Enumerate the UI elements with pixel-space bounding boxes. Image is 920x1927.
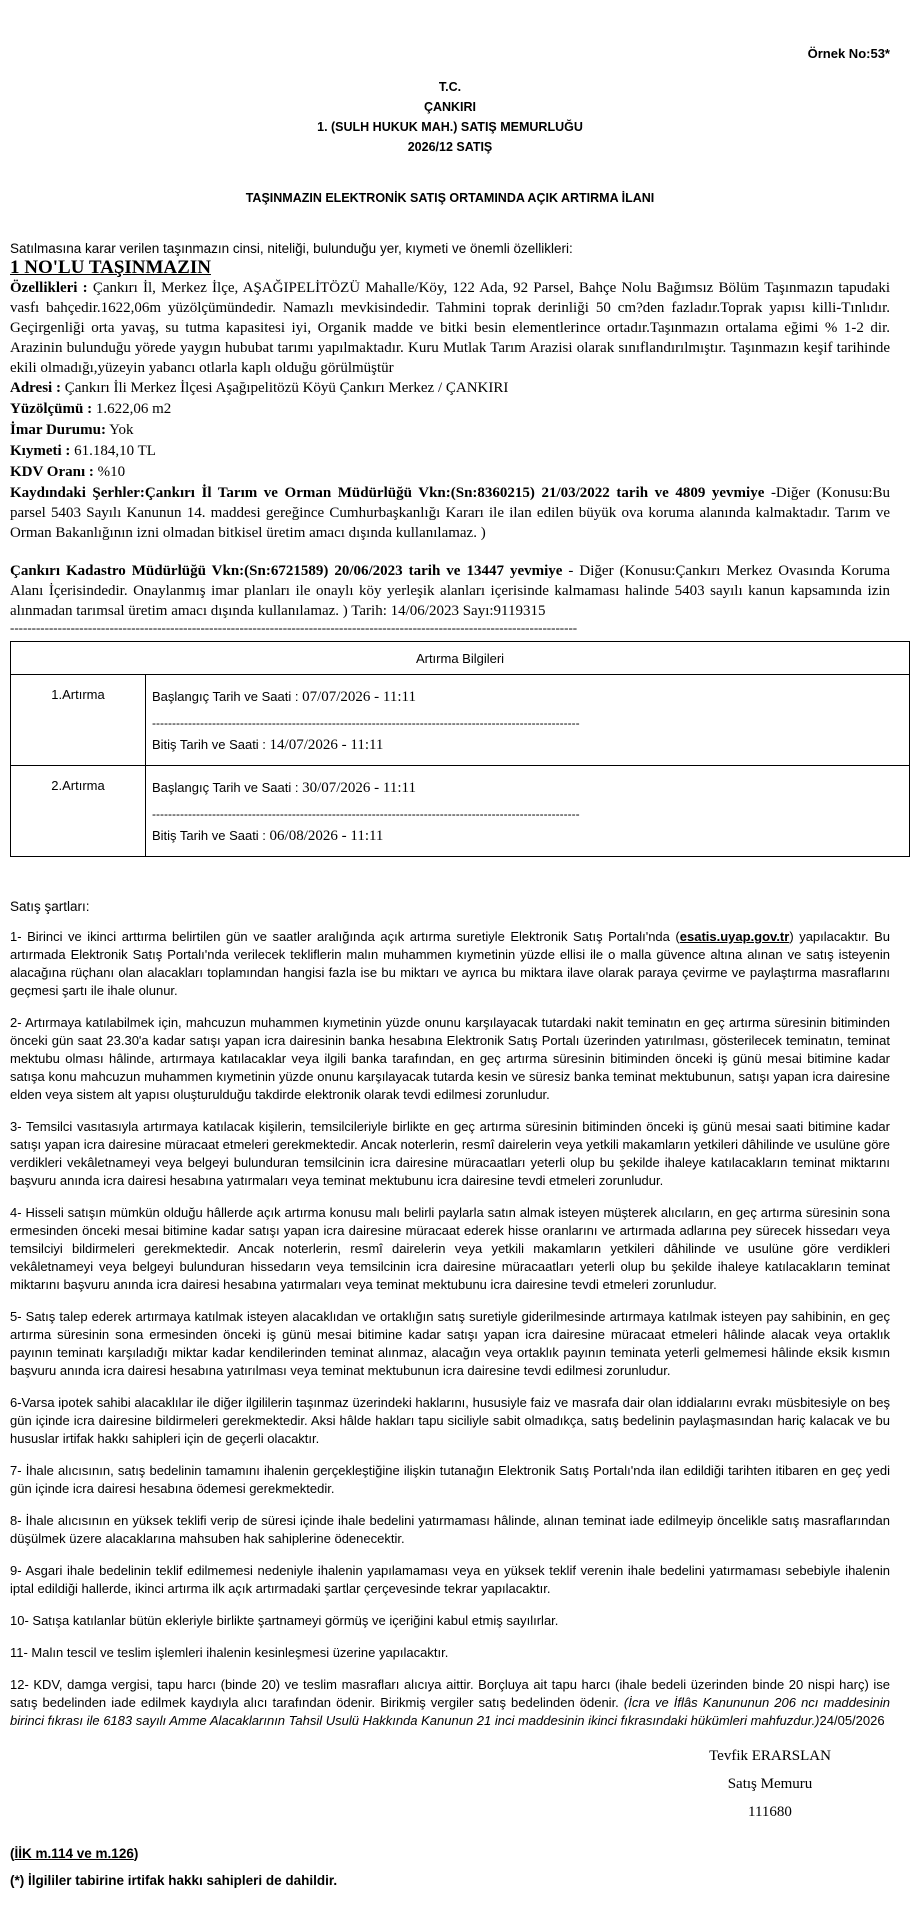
round-2-end: [152, 826, 909, 846]
example-number: Örnek No:53*: [807, 46, 890, 61]
signer-number: 111680: [748, 1804, 792, 1820]
law-ref-close: ): [133, 1846, 139, 1861]
auction-table-header: Artırma Bilgileri: [11, 642, 910, 675]
address-value: Çankırı İli Merkez İlçesi Aşağıpelitözü Köyü Çankırı Merkez / ÇANKIRI: [60, 380, 509, 396]
round-2-start-value: 30/07/2026 - 11:11: [302, 780, 416, 796]
area-label: Yüzölçümü :: [10, 401, 93, 417]
round-1-dates: [146, 675, 910, 766]
property-section: [10, 258, 890, 635]
property-vat: [10, 462, 890, 483]
term-12: [10, 1676, 890, 1730]
round-2-start-label: Başlangıç Tarih ve Saati :: [152, 780, 303, 795]
header-block: [10, 77, 890, 157]
vat-value: %10: [93, 464, 126, 480]
announcement-date: 24/05/2026: [819, 1713, 885, 1728]
term-12-text: 12- KDV, damga vergisi, tapu harcı (binde 20) ve teslim masrafları alıcıya aittir. Borçluya ait tapu harcı (ihale bedeli üzerinden binde 20 nispi harç) ise satış bedelinden iade edilmek kaydıyla alıcı tarafından ödenir. Birikmiş vergiler satış bedelinden ödenir.: [10, 1677, 890, 1710]
term-12-italic: (İcra ve İflâs Kanununun 206 ncı maddesinin birinci fıkrası ile 6183 sayılı Amme Alacaklarının Tahsil Usulü Hakkında Kanunun 21 inci maddesinin ikinci fıkrasındaki hükümleri mahfuzdur.): [10, 1695, 890, 1728]
zoning-label: İmar Durumu:: [10, 422, 106, 438]
round-1-separator: -----------------------------------------------------------------------------------------------------------: [152, 717, 580, 729]
terms-list: [10, 928, 890, 1730]
annotation-2-text: - Diğer (Konusu:Çankırı Merkez Ovasında Koruma Alanı İçerisindedir. Onaylanmış imar planları ile onaylı köy yerleşik alanları içerisinde kalmaması halinde 5403 sayılı kanun kapsamında izin alınmadan tarımsal üretim amacı dışında kullanılamaz. ) Tarih: 14/06/2023 Sayı:9119315: [10, 563, 890, 619]
property-value: [10, 441, 890, 462]
auction-round-2: [11, 766, 910, 857]
term-1-text-a: 1- Birinci ve ikinci arttırma belirtilen gün ve saatler aralığında açık artırma suretiyle Elektronik Satış Portalı'nda (: [10, 929, 680, 944]
round-1-end: [152, 735, 909, 755]
header-line-city: ÇANKIRI: [423, 100, 477, 114]
area-value: 1.622,06 m2: [92, 401, 172, 417]
term-9: 9- Asgari ihale bedelinin teklif edilmemesi nedeniyle ihalenin yapılamaması veya en yüksek teklif verenin ihale bedelini yatırmaması sebebiyle ihalenin iptal edildiği hallerde, ikinci artırma ilk açık artırmadaki şartlar çerçevesinde tekrar yapılacaktır.: [10, 1563, 890, 1596]
annotation-1-title: Çankırı İl Tarım ve Orman Müdürlüğü Vkn:(Sn:8360215) 21/03/2022 tarih ve 4809 yevmiye: [144, 485, 765, 501]
term-5: 5- Satış talep ederek artırmaya katılmak isteyen alacaklıdan ve ortaklığın satış suretiyle giderilmesinde artırmaya katılmak isteyen pay sahibinin, en geç artırma süresinin sona ermesinden önceki iş günü mesai bitimine kadar satışı yapan icra dairesine müracaat etmeleri hâlinde alacak veya ortaklık payının teminatı karşıladığı miktar kadar kendilerinden teminat alınmaz, alacağın veya ortaklık payının teminata yeterli gelmemesi hâlinde eksik kısmın başvuru anında icra dairesi hesabına yatırılması veya teminat mektubunun icra dairesine tevdi edilmesi zorunludur.: [10, 1309, 890, 1378]
value-label: Kıymeti :: [10, 443, 71, 459]
auction-round-1: [11, 675, 910, 766]
header-line-file: 2026/12 SATIŞ: [407, 140, 493, 154]
annotation-2-title: Çankırı Kadastro Müdürlüğü Vkn:(Sn:6721589) 20/06/2023 tarih ve 13447 yevmiye: [10, 563, 563, 579]
features-label: Özellikleri :: [10, 280, 88, 296]
header-line-office: 1. (SULH HUKUK MAH.) SATIŞ MEMURLUĞU: [317, 120, 583, 134]
signature-block: [670, 1742, 870, 1826]
term-1: [10, 928, 890, 1000]
address-label: Adresi :: [10, 380, 61, 396]
property-address: [10, 378, 890, 399]
terms-heading: Satış şartları:: [10, 899, 90, 914]
property-features: [10, 278, 890, 378]
term-11: 11- Malın tescil ve teslim işlemleri ihalenin kesinleşmesi üzerine yapılacaktır.: [10, 1645, 449, 1660]
term-6: 6-Varsa ipotek sahibi alacaklılar ile diğer ilgililerin taşınmaz üzerindeki haklarını, hususiyle faiz ve masrafa dair olan iddialarını evrakı müsbitesiyle on beş gün içinde icra dairesine bildirmeleri gerekmektedir. Aksi hâlde hakları tapu siciliyle sabit olmadıkça, satış bedelinin paylaşmasından hariç kalacak ve bu hususlar irtifak hakkı sahipleri için de geçerli olacaktır.: [10, 1395, 890, 1446]
round-1-label: 1.Artırma: [11, 675, 146, 766]
features-text: Çankırı İl, Merkez İlçe, AŞAĞIPELİTÖZÜ Mahalle/Köy, 122 Ada, 92 Parsel, Bahçe Nolu Bağımsız Bölüm Taşınmazın tapudaki vasfı bahçedir.1622,06m yüzölçümündedir. Namazlı mevkisindedir. Tahmini toprak derinliği 50 cm?den fazladır.Toprak yapısı killi-Tınlıdır. Geçirgenliği orta yavaş, su tutma kapasitesi iyi, Organik madde ve bitki besin elementlerince ortadır.Taşınmazın ortalama eğimi % 1-2 dir. Arazinin bulunduğu yörede yaygın hububat tarımı yapılmaktadır. Kuru Mutlak Tarım Arazisi olarak sınıflandırılmıştır. Taşınmazın keşif tarihinde ekili olmadığı,yüzeyin yabancı otlarla kaplı olduğu görülmüştür: [10, 280, 890, 376]
footer-note: (*) İlgililer tabirine irtifak hakkı sahipleri de dahildir.: [10, 1873, 338, 1888]
property-zoning: [10, 420, 890, 441]
section-separator: -----------------------------------------------------------------------------------------------------------------------------------: [10, 621, 578, 635]
round-2-separator: -----------------------------------------------------------------------------------------------------------: [152, 808, 580, 820]
annotations-label: Kaydındaki Şerhler:: [10, 485, 145, 501]
property-heading: 1 NO'LU TAŞINMAZIN: [10, 257, 211, 278]
term-3: 3- Temsilci vasıtasıyla artırmaya katılacak kişilerin, temsilcileriyle birlikte en geç artırma süresinin bitiminden önceki iş günü mesai saati bitimine kadar satışı yapan icra dairesine müracaat etmeleri gerekmektedir. Ancak noterlerin, resmî dairelerin veya yetkili makamların yetkileri dâhilinde ve usulüne göre verdikleri vekâletnameyi veya belgeyi bulunduran temsilcinin icra dairesine müracaatları yeterli olup bu şekilde ihaleye katılacakların teminat miktarını başvuru anında icra dairesi hesabına yatırmaları veya teminat mektubunu icra dairesine tevdi etmeleri zorunludur.: [10, 1119, 890, 1188]
property-area: [10, 399, 890, 420]
law-ref-link[interactable]: İİK m.114 ve m.126: [14, 1846, 134, 1861]
round-1-start-value: 07/07/2026 - 11:11: [302, 689, 416, 705]
round-1-end-label: Bitiş Tarih ve Saati :: [152, 737, 270, 752]
round-1-end-value: 14/07/2026 - 11:11: [269, 737, 384, 753]
round-1-start: [152, 687, 909, 707]
law-reference: [10, 1846, 890, 1861]
annotation-1-text: -Diğer (Konusu:Bu parsel 5403 Sayılı Kanunun 14. maddesi gereğince Cumhurbaşkanlığı Kararı ile ilan edilen büyük ova koruma alanında kalmaktadır. Tarım ve Orman Bakanlığının izni olmadan bitkisel üretim amacı dışında kullanılamaz. ): [10, 485, 890, 541]
auction-table: [10, 641, 910, 857]
round-2-start: [152, 778, 909, 798]
round-1-start-label: Başlangıç Tarih ve Saati :: [152, 689, 303, 704]
round-2-dates: [146, 766, 910, 857]
value-amount: 61.184,10 TL: [70, 443, 156, 459]
term-8: 8- İhale alıcısının en yüksek teklifi verip de süresi içinde ihale bedelini yatırmaması hâlinde, alınan teminat iade edilmeyip öncelikle satış masraflarından düşülmek üzere alacaklarına mahsuben hak sahiplerine ödenecektir.: [10, 1513, 890, 1546]
zoning-value: Yok: [105, 422, 134, 438]
round-2-end-label: Bitiş Tarih ve Saati :: [152, 828, 270, 843]
intro-text: Satılmasına karar verilen taşınmazın cinsi, niteliği, bulunduğu yer, kıymeti ve önemli özellikleri:: [10, 241, 573, 256]
term-10: 10- Satışa katılanlar bütün ekleriyle birlikte şartnameyi görmüş ve içeriğini kabul etmiş sayılırlar.: [10, 1613, 559, 1628]
term-7: 7- İhale alıcısının, satış bedelinin tamamını ihalenin gerçekleştiğine ilişkin tutanağın Elektronik Satış Portalı'nda ilan edildiği tarihten itibaren en geç yedi gün içinde icra dairesi hesabına ödemesi gerekmektedir.: [10, 1463, 890, 1496]
law-ref-open: (: [10, 1846, 15, 1861]
term-1-text-b: ) yapılacaktır. Bu artırmada Elektronik Satış Portalı'nda verilecek tekliflerin malın muhammen kıymetinin yüzde ellisi ile o malla güvence altına alınan ve satış isteyenin alacağına rüçhanı olan alacakları toplamından hangisi fazla ise bu miktarı ve ayrıca bu miktara ilave olarak paraya çevirme ve paylaştırma masraflarını geçmesi şartı ile ihale olunur.: [10, 929, 890, 998]
term-4: 4- Hisseli satışın mümkün olduğu hâllerde açık artırma konusu malı belirli paylarla satın almak isteyen müşterek alıcıların, en geç artırma süresinin sona ermesinden önceki mesai bitimine kadar satışı yapan icra dairesine müracaat ederek hisse oranlarını ve artırmada adlarına pey sürecek hissedarı veya temsilciyi bildirmeleri gerekmektedir. Ancak noterlerin, resmî dairelerin veya yetkili makamların yetkileri dâhilinde ve usulüne göre verdikleri vekâletnameyi veya belgeyi bulunduran hissedarın veya temsilcinin icra dairesine müracaatları yeterli olup bu şekilde ihaleye katılacakların teminat miktarını başvuru anında icra dairesi hesabına yatırmaları veya teminat mektubunu icra dairesine tevdi etmeleri zorunludur.: [10, 1205, 890, 1292]
round-2-end-value: 06/08/2026 - 11:11: [269, 828, 384, 844]
signer-name: Tevfik ERARSLAN: [709, 1748, 831, 1764]
esatis-link[interactable]: esatis.uyap.gov.tr: [679, 929, 790, 944]
annotation-2: [10, 561, 890, 621]
page-title: TAŞINMAZIN ELEKTRONİK SATIŞ ORTAMINDA AÇIK ARTIRMA İLANI: [245, 191, 655, 205]
annotation-1: [10, 483, 890, 543]
round-2-label: 2.Artırma: [11, 766, 146, 857]
header-line-tc: T.C.: [438, 80, 462, 94]
signer-role: Satış Memuru: [727, 1776, 813, 1792]
term-2: 2- Artırmaya katılabilmek için, mahcuzun muhammen kıymetinin yüzde onunu karşılayacak tutardaki nakit teminatın en geç artırma süresinin bitiminden önceki gün saat 23.30'a kadar satışı yapan icra dairesinin banka hesabına Elektronik Satış Portalı üzerinden yatırılması, gösterilecek teminatın, teminat mektubu olması hâlinde, artırmaya katılacaklar veya ilgili banka tarafından, en geç artırma süresinin bitiminden önceki iş günü mesai bitimine kadar satışa konu mahcuzun muhammen kıymetinin yüzde onunu karşılayacak tutarda kesin ve süresiz banka teminat mektubunun, satışı yapan icra dairesine elden veya sistem alt yapısı oluşturulduğu takdirde elektronik olarak tevdi edilmesi zorunludur.: [10, 1015, 890, 1102]
vat-label: KDV Oranı :: [10, 464, 94, 480]
